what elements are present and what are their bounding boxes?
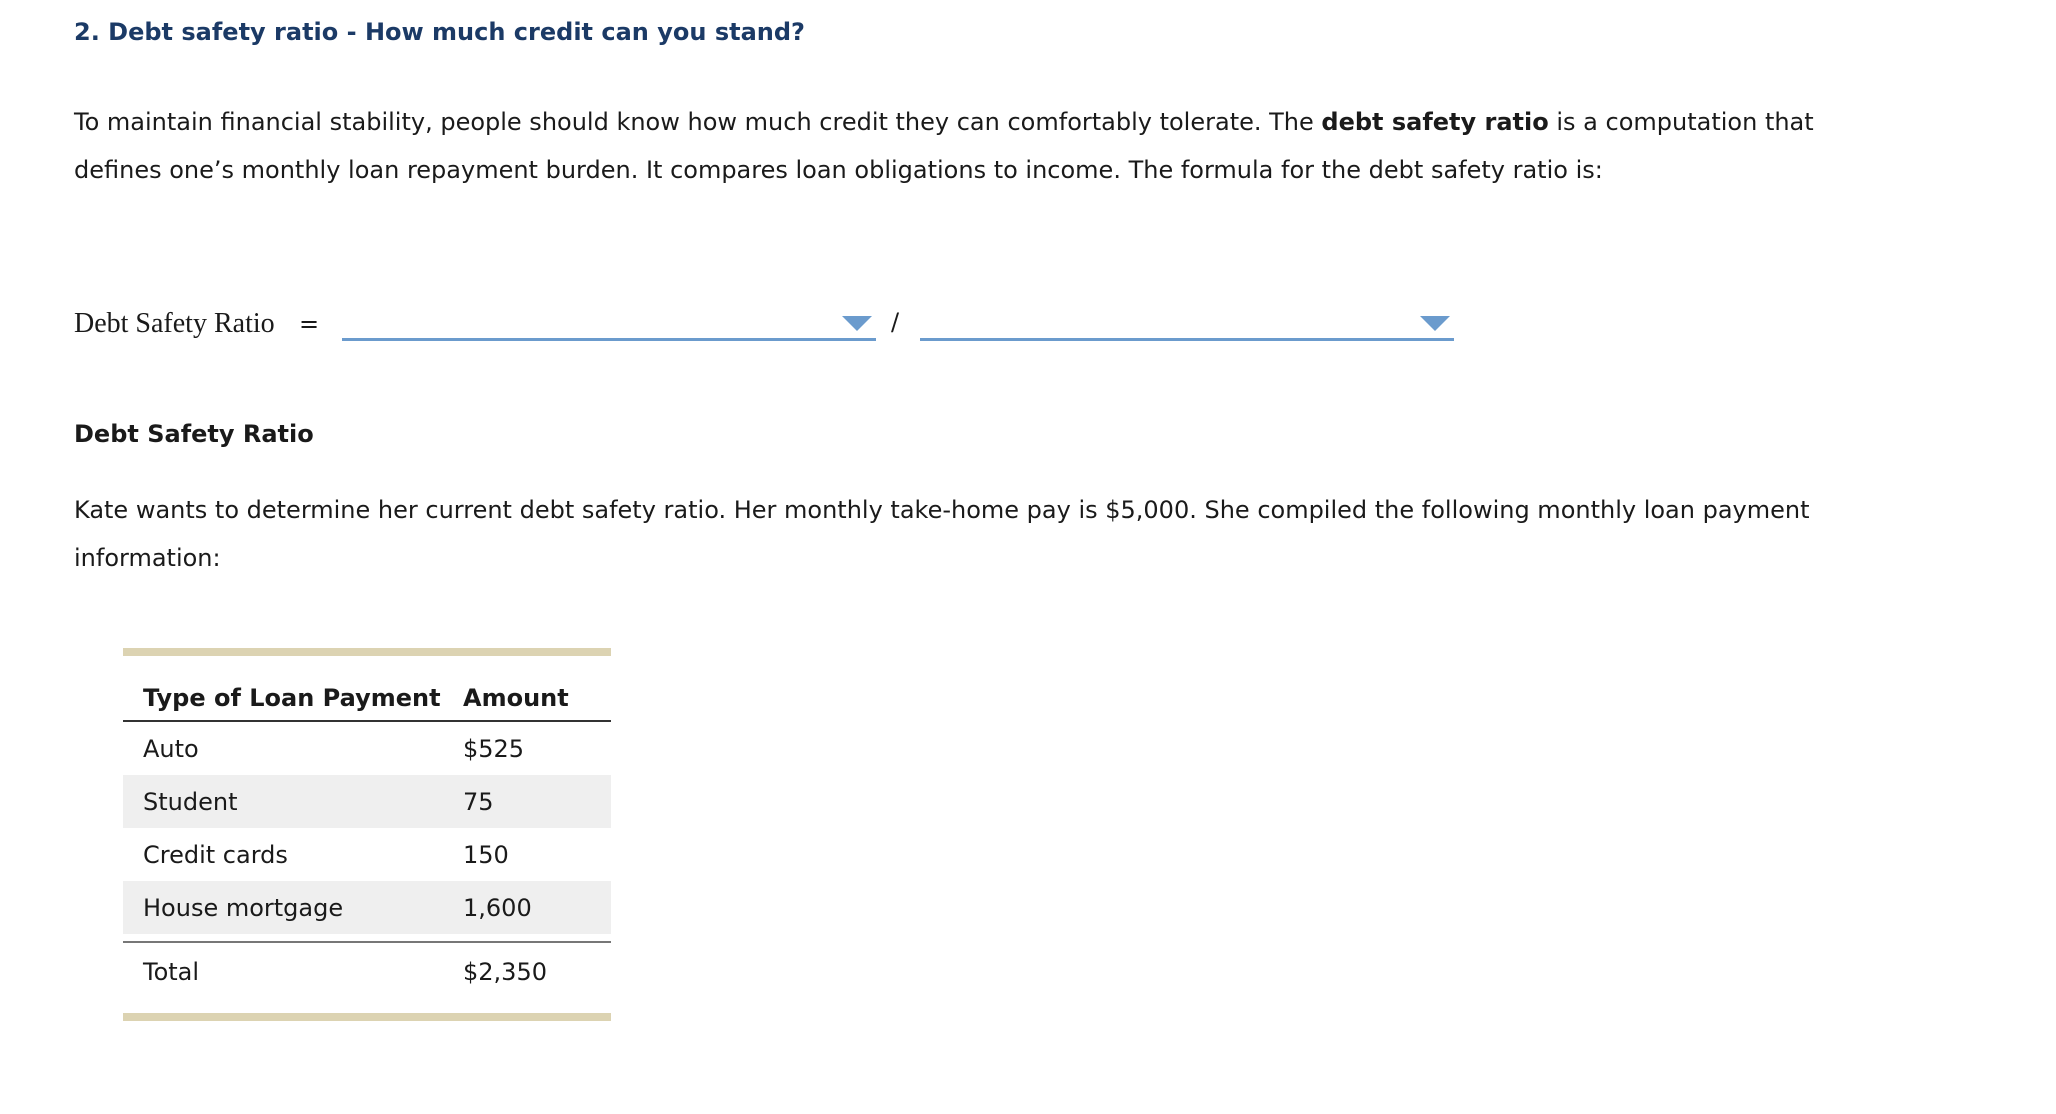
header-type: Type of Loan Payment [143,684,441,712]
loan-amount-cell: $525 [463,734,525,763]
table-header-row [123,666,611,722]
scenario-line-1: Kate wants to determine her current debt safety ratio. Her monthly take-home pay is $5,000. She compiled the following monthly loan payment [74,496,1810,524]
table-row [123,828,611,881]
debt-safety-formula [74,300,1474,350]
table-bottom-rule [123,1013,611,1021]
loan-amount-cell: 1,600 [463,893,532,922]
table-row [123,881,611,934]
intro-term-bold: debt safety ratio [1321,108,1549,136]
table-row [123,722,611,775]
denominator-dropdown[interactable] [920,308,1454,341]
loan-type-cell: Student [143,787,238,816]
numerator-dropdown[interactable] [342,308,876,341]
formula-division-slash: / [891,308,900,336]
intro-line-2: defines one’s monthly loan repayment burden. It compares loan obligations to income. The formula for the debt safety ratio is: [74,156,1603,184]
intro-text-after: is a computation that [1548,108,1814,136]
loan-amount-cell: 150 [463,840,509,869]
formula-label: Debt Safety Ratio [74,308,275,339]
intro-text-before: To maintain financial stability, people should know how much credit they can comfortably tolerate. The [74,108,1322,136]
scenario-paragraph [74,486,1810,582]
question-title: 2. Debt safety ratio - How much credit can you stand? [74,18,805,46]
chevron-down-icon[interactable] [1420,316,1450,331]
total-amount: $2,350 [463,958,547,986]
section-heading: Debt Safety Ratio [74,420,314,448]
loan-payment-table [123,648,611,1021]
loan-type-cell: House mortgage [143,893,344,922]
table-row [123,775,611,828]
intro-line-1 [74,98,1914,146]
table-top-rule [123,648,611,656]
table-total-row [123,941,611,1001]
loan-amount-cell: 75 [463,787,494,816]
chevron-down-icon[interactable] [842,316,872,331]
loan-type-cell: Auto [143,734,199,763]
formula-equals-sign: = [299,310,320,338]
total-label: Total [143,958,200,986]
scenario-line-2: information: [74,544,221,572]
intro-paragraph [74,98,1914,194]
loan-type-cell: Credit cards [143,840,288,869]
header-amount: Amount [463,684,569,712]
